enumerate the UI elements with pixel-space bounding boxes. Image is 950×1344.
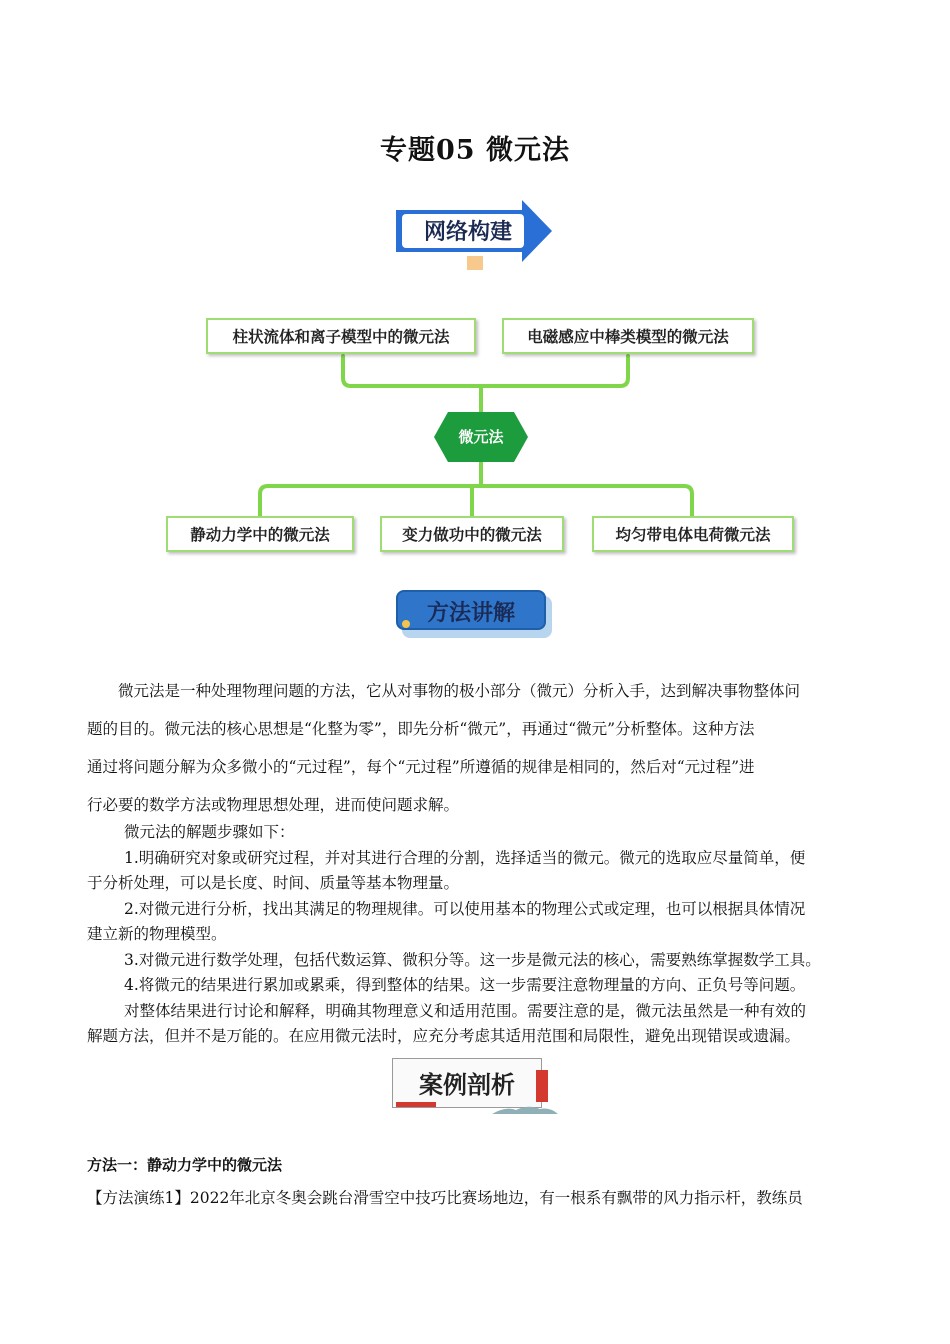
steps-line: 对整体结果进行讨论和解释，明确其物理意义和适用范围。需要注意的是，微元法虽然是一种有效的	[124, 1001, 807, 1020]
steps-line: 微元法的解题步骤如下：	[124, 823, 295, 841]
intro-line: 题的目的。微元法的核心思想是“化整为零”，即先分析“微元”，再通过“微元”分析整体。这种方法	[87, 720, 755, 738]
section-heading: 方法一：静动力学中的微元法	[87, 1156, 283, 1174]
landscape-icon	[492, 1104, 558, 1114]
steps-line: 建立新的物理模型。	[87, 925, 227, 943]
method-banner	[396, 590, 554, 640]
steps-line: 2.对微元进行分析，找出其满足的物理规律。可以使用基本的物理公式或定理，也可以根据具体情况	[124, 899, 806, 918]
mindmap-center	[432, 410, 530, 464]
method-banner-label: 方法讲解	[426, 601, 515, 626]
steps-line: 3.对微元进行数学处理，包括代数运算、微积分等。这一步是微元法的核心，需要熟练掌握数学工具。	[124, 950, 821, 969]
mindmap-connectors	[0, 0, 950, 600]
intro-line: 微元法是一种处理物理问题的方法，它从对事物的极小部分（微元）分析入手，达到解决事物整体问	[118, 682, 801, 700]
mindmap-node-charge: 均匀带电体电荷微元法	[592, 516, 794, 552]
network-banner-label: 网络构建	[423, 220, 512, 245]
steps-line: 1.明确研究对象或研究过程，并对其进行合理的分割，选择适当的微元。微元的选取应尽量简单，便	[124, 848, 806, 867]
mindmap-node-statics: 静动力学中的微元法	[166, 516, 354, 552]
steps-line: 解题方法，但并不是万能的。在应用微元法时，应充分考虑其适用范围和局限性，避免出现错误或遗漏。	[87, 1027, 801, 1045]
intro-line: 行必要的数学方法或物理思想处理，进而使问题求解。	[87, 796, 460, 814]
mindmap-node-variable-force: 变力做功中的微元法	[380, 516, 564, 552]
mindmap-node-fluid-ion: 柱状流体和离子模型中的微元法	[206, 318, 476, 354]
page-title: 专题05 微元法	[380, 135, 570, 166]
cases-banner-label: 案例剖析	[419, 1071, 515, 1099]
mindmap-center-label: 微元法	[458, 428, 504, 446]
intro-line: 通过将问题分解为众多微小的“元过程”，每个“元过程”所遵循的规律是相同的，然后对“元过程”进	[87, 758, 755, 776]
steps-line: 于分析处理，可以是长度、时间、质量等基本物理量。	[87, 874, 460, 892]
mindmap-node-em-rod: 电磁感应中棒类模型的微元法	[502, 318, 754, 354]
steps-block	[87, 820, 865, 1050]
intro-paragraph	[87, 672, 865, 824]
banner-accent-bar	[396, 1102, 436, 1107]
example-text: 【方法演练1】2022年北京冬奥会跳台滑雪空中技巧比赛场地边，有一根系有飘带的风力指示杆，教练员	[87, 1189, 803, 1207]
steps-line: 4.将微元的结果进行累加或累乘，得到整体的结果。这一步需要注意物理量的方向、正负号等问题。	[124, 976, 806, 994]
cases-banner	[392, 1058, 564, 1114]
